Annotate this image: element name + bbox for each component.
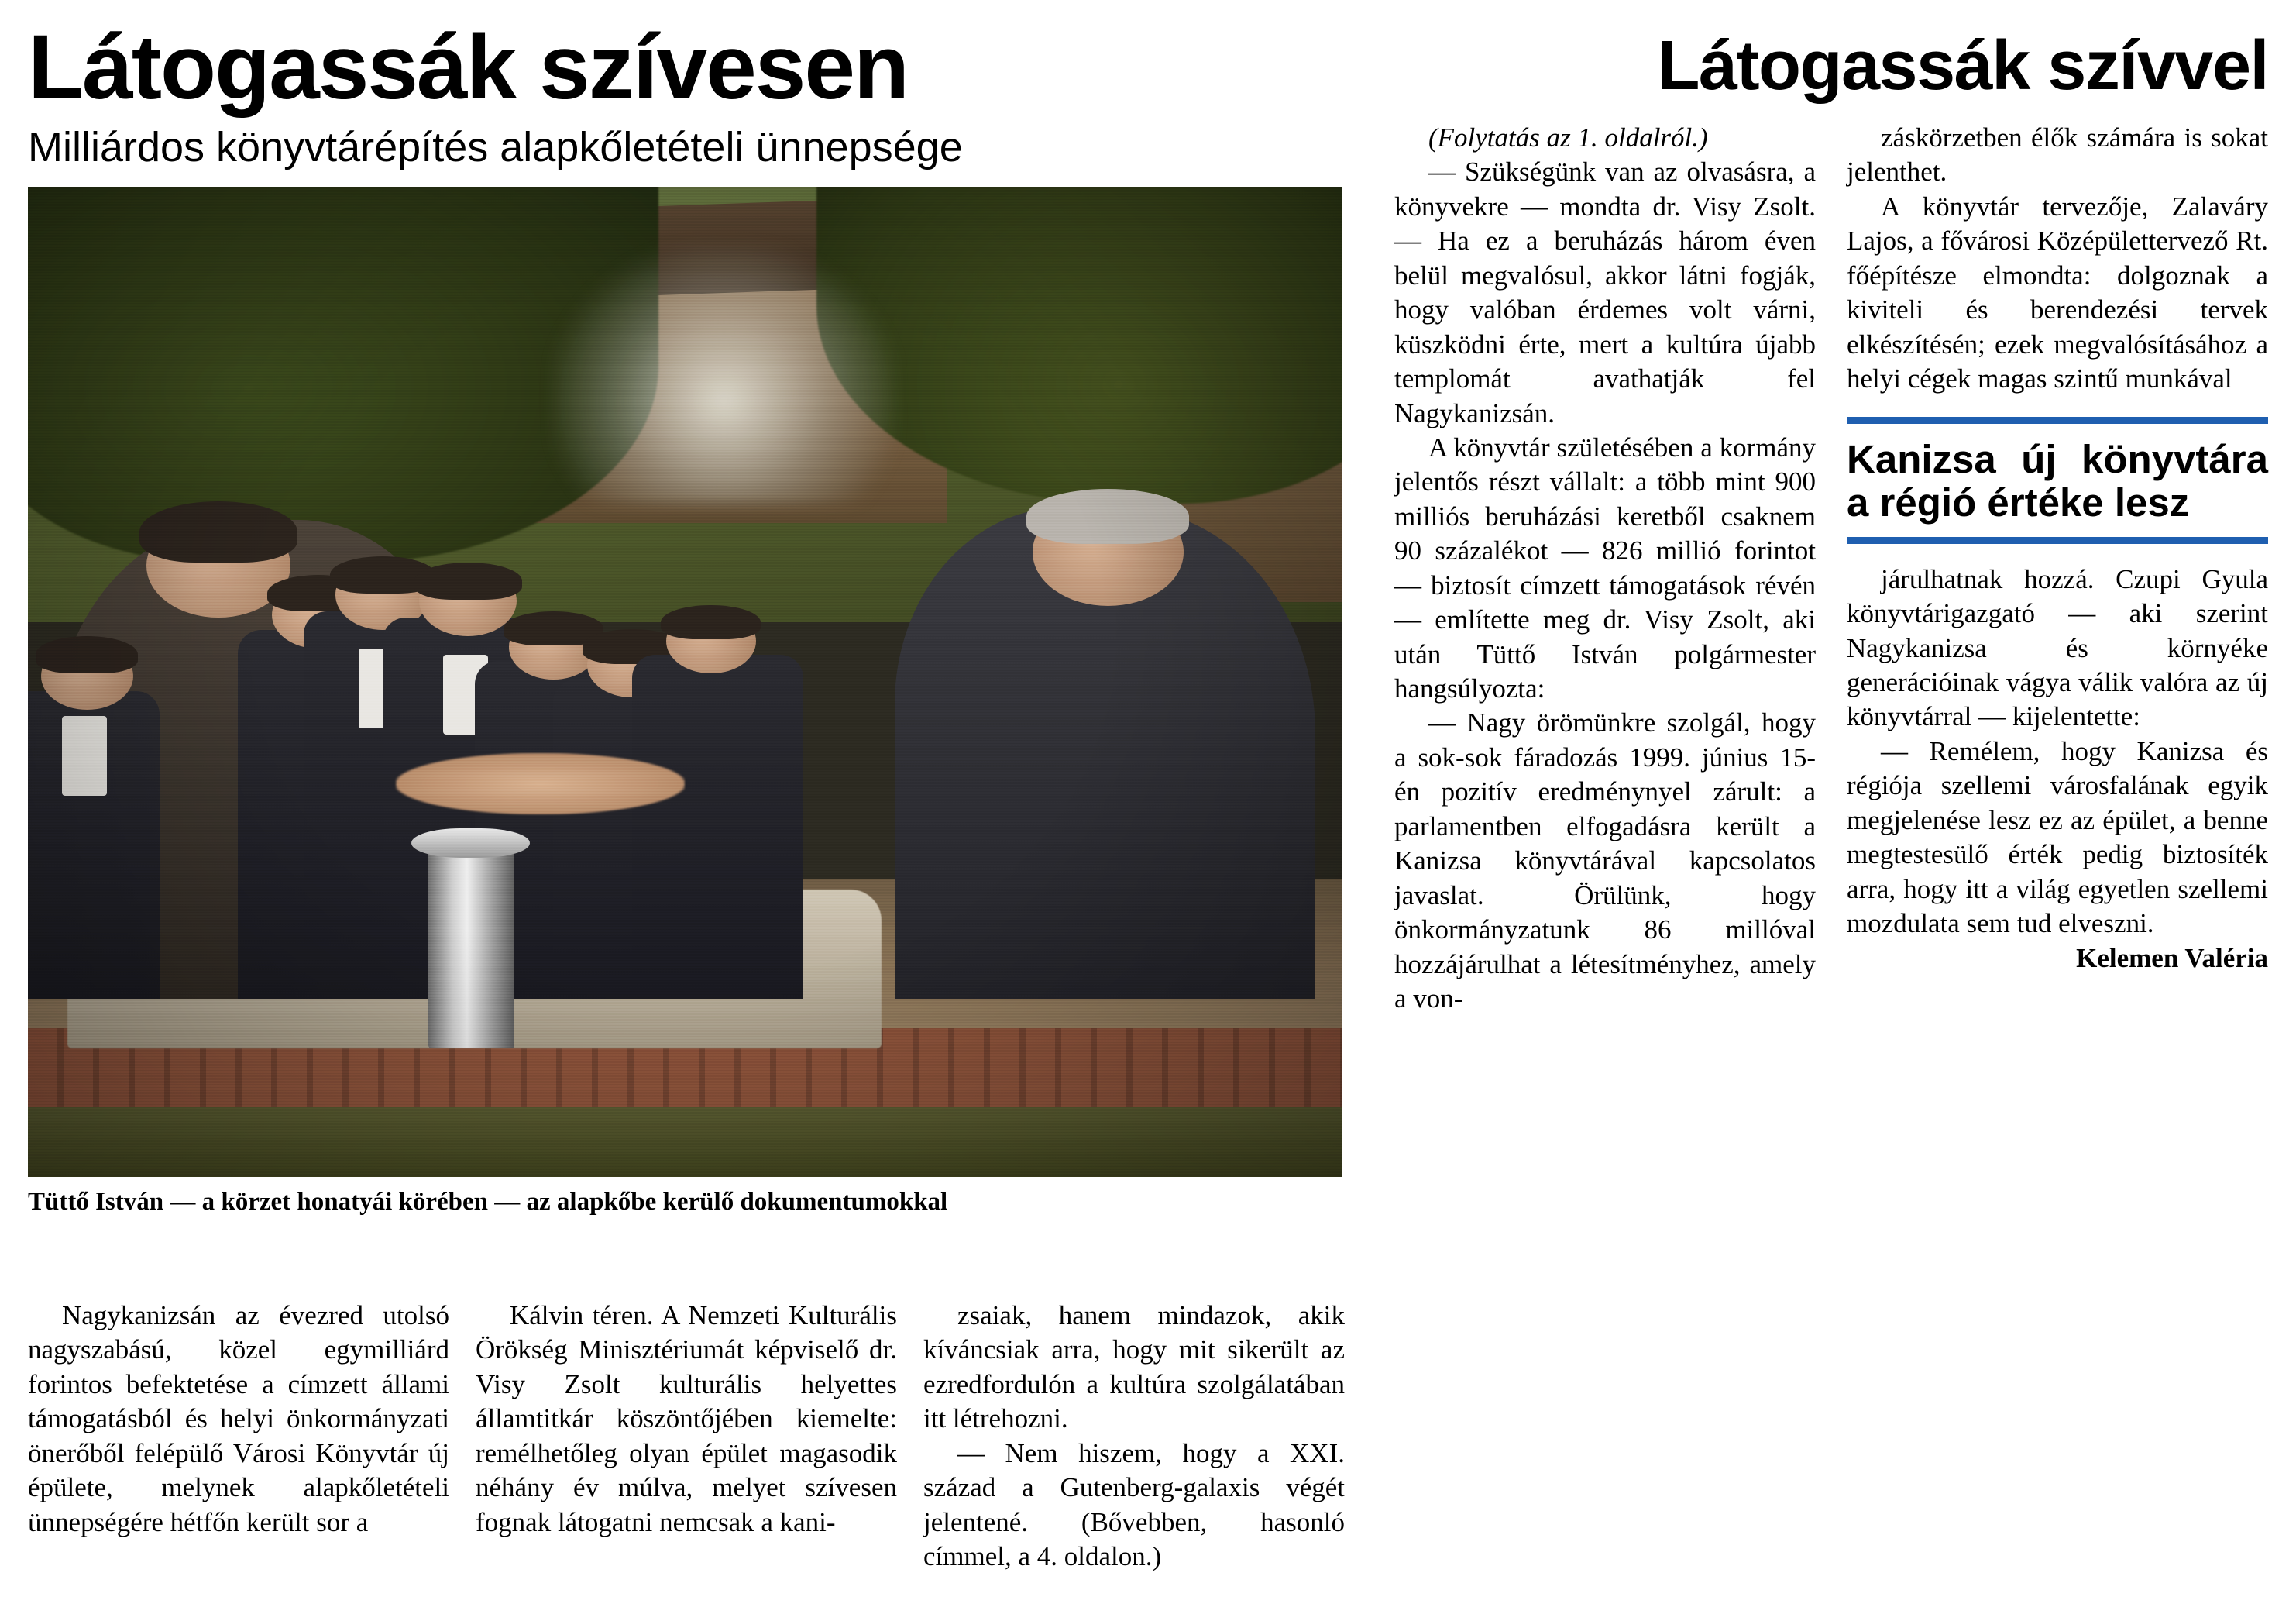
paragraph: — Nem hiszem, hogy a XXI. század a Gutenberg-galaxis végét jelentené. (Bővebben, hasonló címmel, a 4. oldalon.): [923, 1437, 1345, 1572]
continuation-headline: Látogassák szívvel: [1657, 27, 2268, 105]
continuation-article: [1394, 23, 2268, 1016]
continuation-column-1: [1394, 121, 1816, 1016]
paragraph: zsaiak, hanem mindazok, akik kíváncsiak arra, hogy mit sikerült az ezredfordulón a kultúra szolgálatában itt létrehozni.: [923, 1300, 1345, 1434]
body-column-1: [28, 1299, 449, 1575]
article-photo: [28, 187, 1342, 1177]
photo-grain: [28, 187, 1342, 1177]
jump-note: (Folytatás az 1. oldalról.): [1428, 122, 1708, 153]
main-subheadline: Milliárdos könyvtárépítés alapkőletételi ünnepsége: [28, 124, 963, 170]
continuation-body: [1394, 121, 2268, 1016]
paragraph: járulhatnak hozzá. Czupi Gyula könyvtárigazgató — aki szerint Nagykanizsa és környéke generációinak vágya válik valóra az új könyvtárral — kijelentette:: [1847, 563, 2268, 732]
paragraph: A könyvtár születésében a kormány jelentős részt vállalt: a több mint 900 milliós beruházási keretből csaknem 90 százalékot — 826 millió forintot — biztosít címzett támogatások révén — említette meg dr. Visy Zsolt, aki után Tüttő István polgármester hangsúlyozta:: [1394, 432, 1816, 704]
paragraph: Nagykanizsán az évezred utolsó nagyszabású, közel egymilliárd forintos befektetése a címzett állami támogatásból és helyi önkormányzati önerőből felépülő Városi Könyvtár új épülete, melynek alapkőletételi ünnepségére hétfőn került sor a: [28, 1300, 449, 1537]
paragraph: záskörzetben élők számára is sokat jelenthet.: [1847, 122, 2268, 188]
photo-illustration: [28, 187, 1342, 1177]
continuation-column-2: [1847, 121, 2268, 1016]
paragraph: — Nagy örömünkre szolgál, hogy a sok-sok fáradozás 1999. június 15-én pozitív eredménynyel zárult: a parlamentben elfogadásra került a Kanizsa könyvtárával kapcsolatos javaslat. Örülünk, hogy önkormányzatunk 86 millóval hozzájárulhat a létesítményhez, amely a von-: [1394, 707, 1816, 1014]
photo-caption: Tüttő István — a körzet honatyái körében — az alapkőbe kerülő dokumentumokkal: [28, 1187, 948, 1216]
pull-subhead-text: Kanizsa új könyvtára a régió értéke lesz: [1847, 436, 2268, 525]
paragraph: — Szükségünk van az olvasásra, a könyvekre — mondta dr. Visy Zsolt. — Ha ez a beruházás három éven belül megvalósul, akkor látni fogják, hogy valóban érdemes volt várni, küszködni érte, mert a kultúra újabb templomát avathatják fel Nagykanizsán.: [1394, 157, 1816, 428]
main-article-body: [28, 1299, 1345, 1575]
body-column-3: [923, 1299, 1345, 1575]
paragraph: — Remélem, hogy Kanizsa és régiója szellemi városfalának egyik megjelenése lesz ez az épület, a benne megtestesülő érték pedig biztosíték arra, hogy itt a világ egyetlen szellemi mozdulata sem tud elveszni.: [1847, 735, 2268, 939]
pull-subhead-box: [1847, 417, 2268, 544]
article-byline: Kelemen Valéria: [2076, 942, 2268, 973]
paragraph: A könyvtár tervezője, Zalaváry Lajos, a fővárosi Középülettervező Rt. főépítésze elmondta: dolgoznak a kiviteli és berendezési tervek elkészítésén; ezek megvalósításához a helyi cégek magas szintű munkával: [1847, 191, 2268, 394]
paragraph: Kálvin téren. A Nemzeti Kulturális Örökség Minisztériumát képviselő dr. Visy Zsolt kulturális helyettes államtitkár köszöntőjében kiemelte: remélhetőleg olyan épület magasodik néhány év múlva, melyet szívesen fognak látogatni nemcsak a kani-: [476, 1300, 897, 1537]
main-article: [28, 16, 1348, 1217]
main-headline: Látogassák szívesen: [28, 16, 909, 119]
body-column-2: [476, 1299, 897, 1575]
